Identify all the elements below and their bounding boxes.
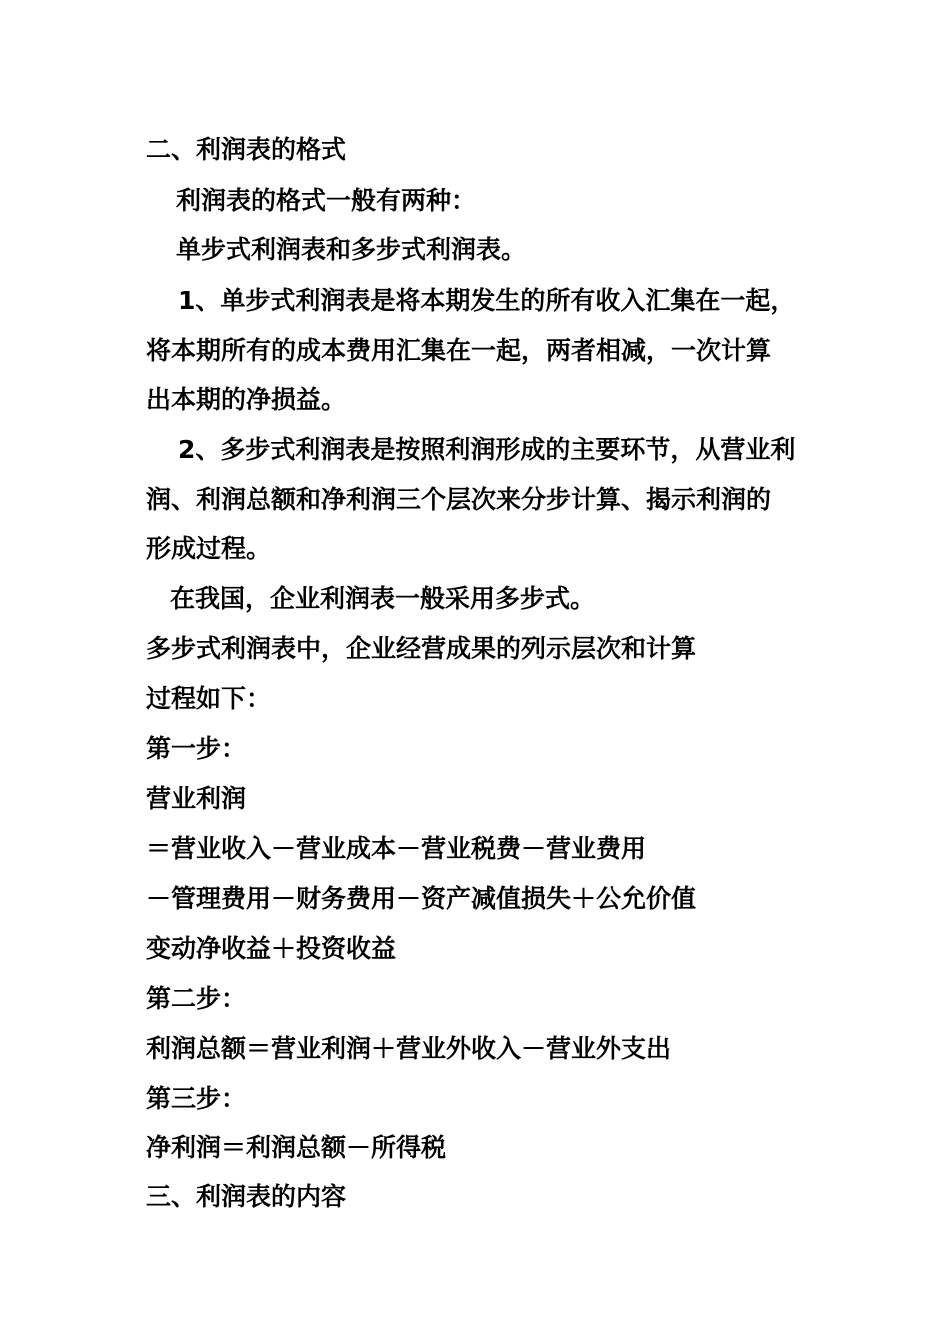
paragraph-line: 2、多步式利润表是按照利润形成的主要环节，从营业利	[178, 435, 796, 464]
paragraph-line: 利润表的格式一般有两种：	[176, 186, 477, 215]
paragraph-line: 在我国，企业利润表一般采用多步式。	[170, 584, 596, 613]
section-heading-format: 二、利润表的格式	[146, 135, 347, 164]
step-label: 第三步：	[146, 1084, 247, 1113]
formula-line: －管理费用－财务费用－资产减值损失＋公允价值	[146, 884, 697, 913]
formula-line: 营业利润	[146, 784, 247, 813]
paragraph-line: 多步式利润表中，企业经营成果的列示层次和计算	[146, 634, 697, 663]
formula-line: 利润总额＝营业利润＋营业外收入－营业外支出	[146, 1034, 672, 1063]
formula-line: 变动净收益＋投资收益	[146, 934, 397, 963]
step-label: 第一步：	[146, 734, 247, 763]
paragraph-line: 出本期的净损益。	[146, 385, 347, 414]
paragraph-line: 形成过程。	[146, 534, 272, 563]
paragraph-line: 1、单步式利润表是将本期发生的所有收入汇集在一起，	[178, 286, 796, 315]
formula-line: ＝营业收入－营业成本－营业税费－营业费用	[146, 834, 647, 863]
paragraph-line: 润、利润总额和净利润三个层次来分步计算、揭示利润的	[146, 485, 772, 514]
paragraph-line: 单步式利润表和多步式利润表。	[176, 235, 527, 264]
formula-line: 净利润＝利润总额－所得税	[146, 1133, 447, 1162]
section-heading-content: 三、利润表的内容	[146, 1182, 347, 1211]
step-label: 第二步：	[146, 984, 247, 1013]
paragraph-line: 过程如下：	[146, 684, 272, 713]
paragraph-line: 将本期所有的成本费用汇集在一起，两者相减，一次计算	[146, 336, 772, 365]
